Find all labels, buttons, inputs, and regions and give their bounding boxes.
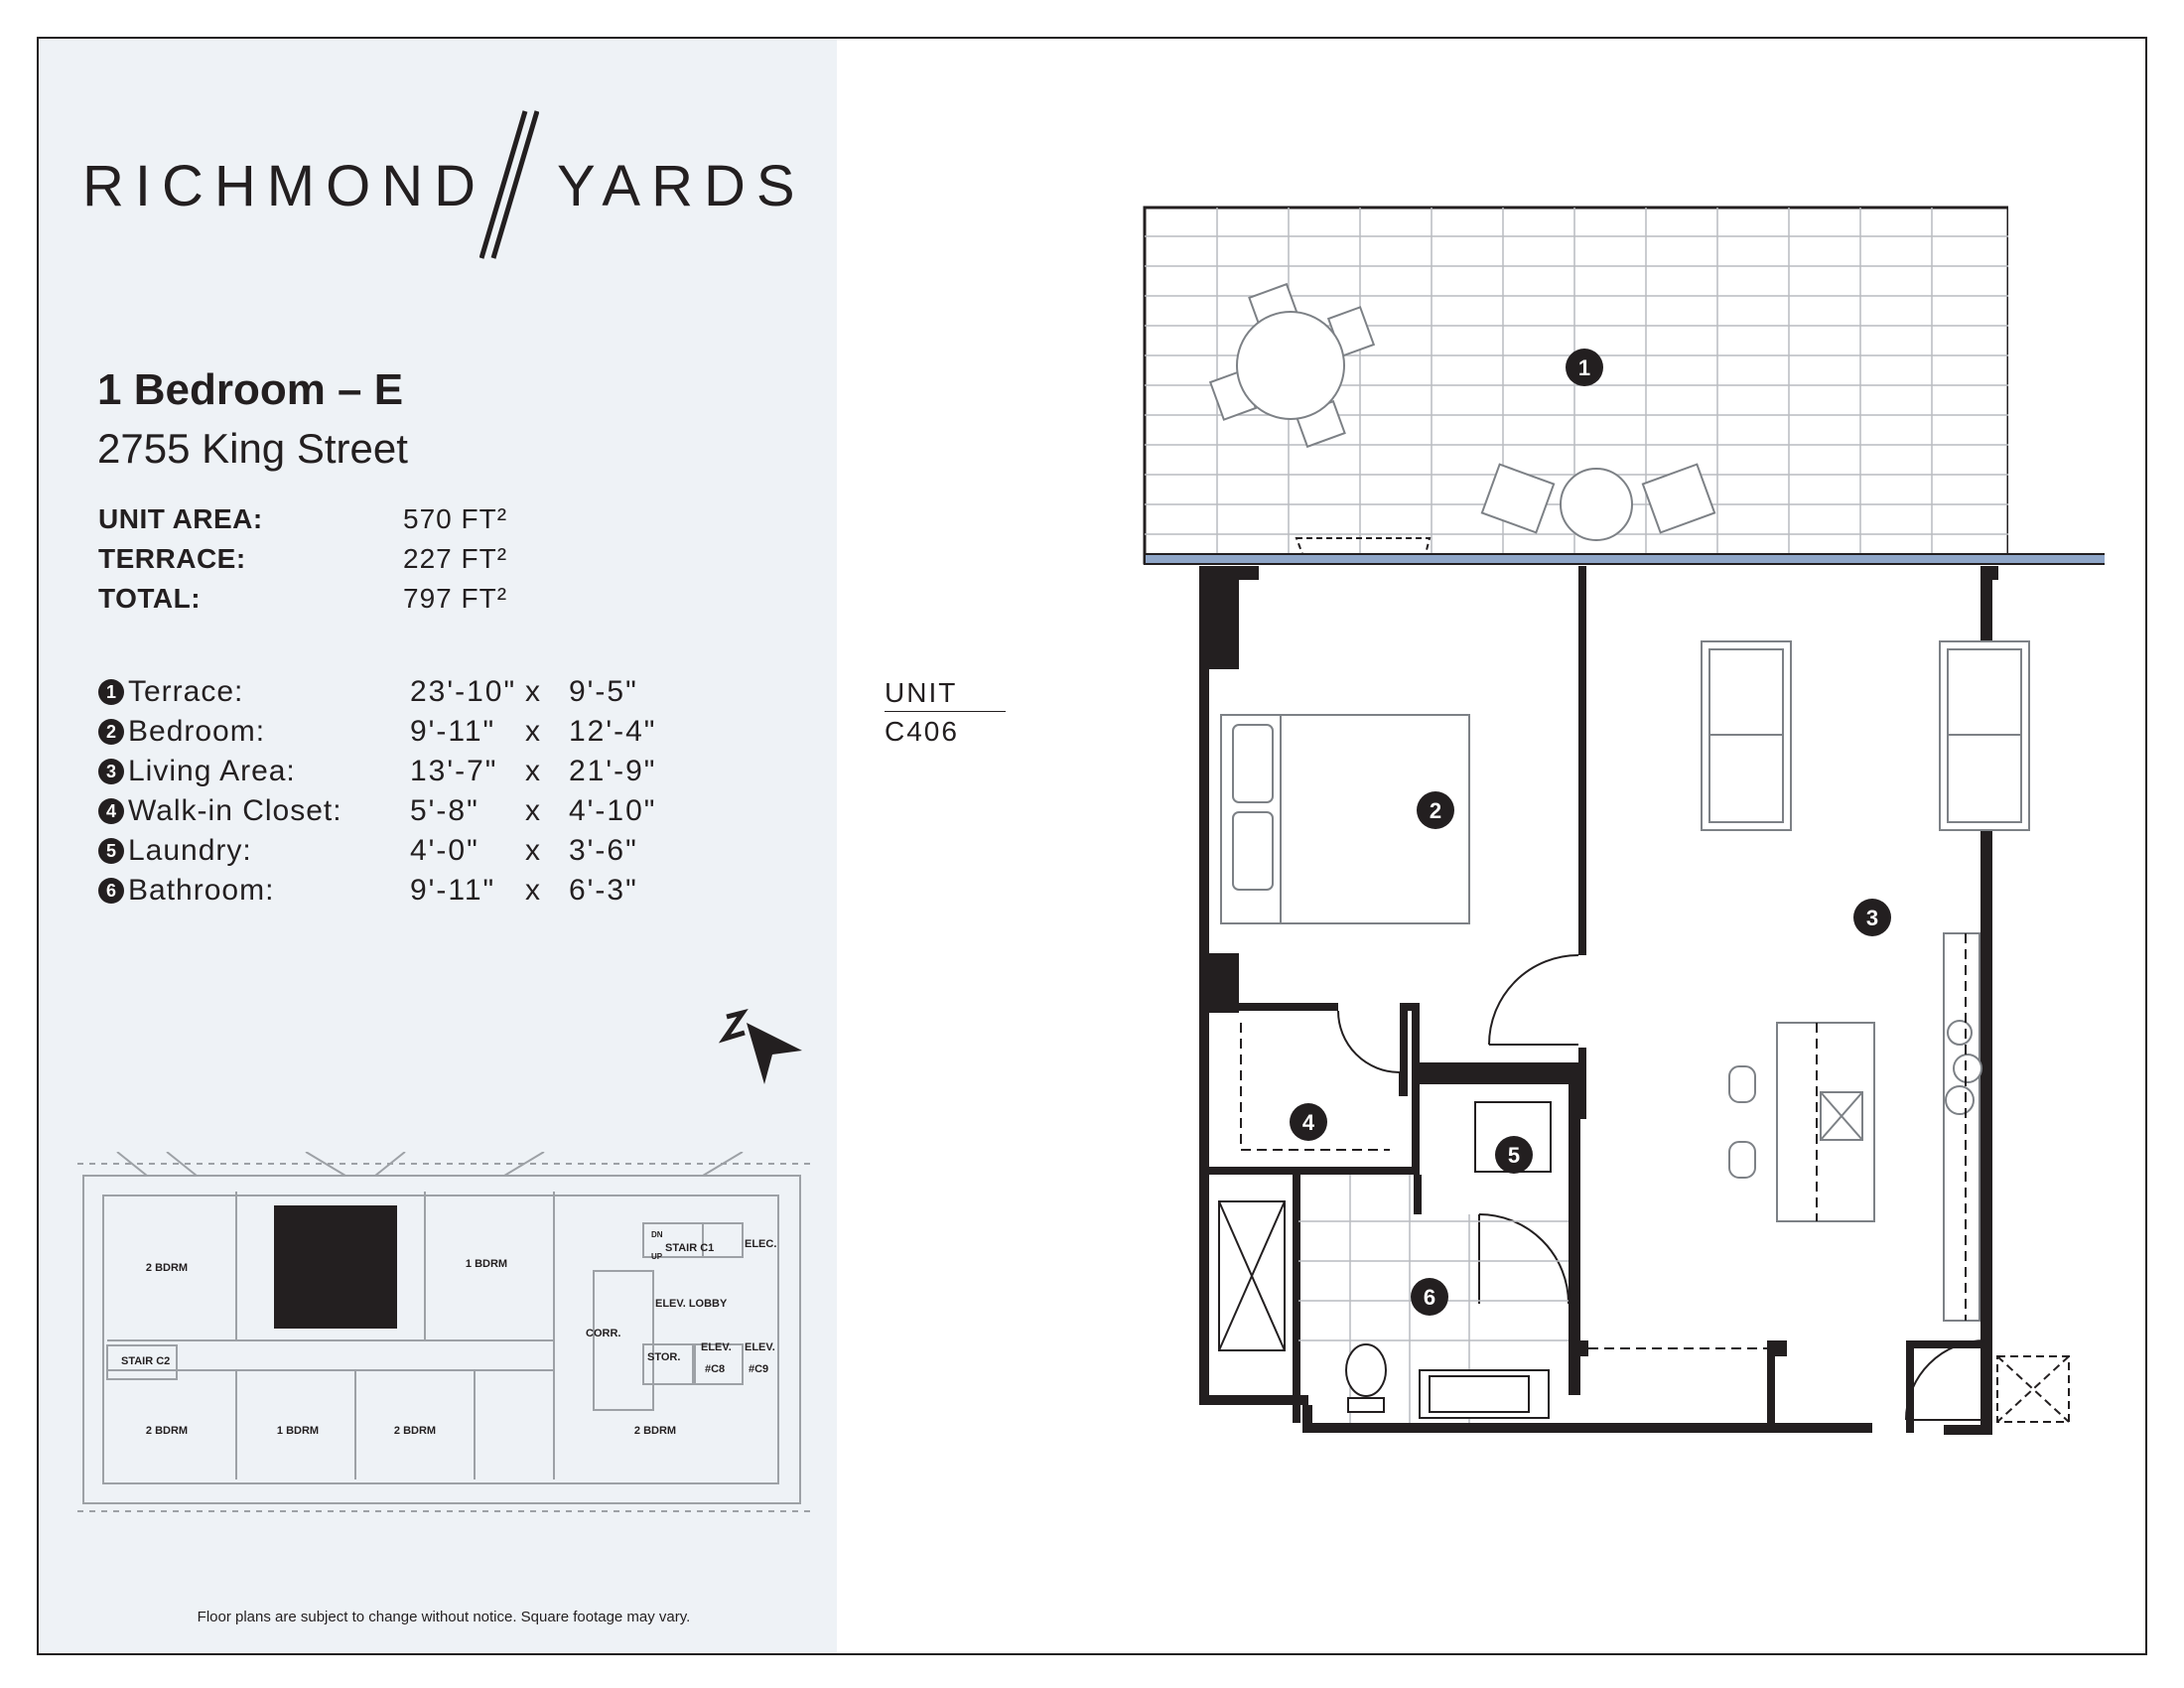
keyplan-unit-label: 2 BDRM [633, 1425, 677, 1437]
room-depth: 12'-4" [569, 715, 657, 748]
room-width: 13'-7" [410, 755, 498, 787]
keyplan-elev-c9: #C9 [749, 1363, 769, 1375]
area-value: 797 FT² [403, 583, 508, 614]
keyplan-unit-label: 2 BDRM [145, 1262, 189, 1274]
sofa [1702, 641, 2029, 830]
room-depth: 6'-3" [569, 874, 638, 907]
north-arrow-icon [715, 1003, 804, 1092]
disclaimer: Floor plans are subject to change without notice. Square footage may vary. [197, 1609, 691, 1625]
keyplan-dn: DN [651, 1230, 663, 1239]
keyplan-stor: STOR. [647, 1351, 681, 1363]
keyplan-elev-c8: #C8 [705, 1363, 726, 1375]
area-value: 570 FT² [403, 503, 508, 534]
room-times: x [525, 874, 540, 907]
unit-label: UNIT [885, 677, 1006, 712]
area-label: TOTAL: [98, 583, 202, 614]
bathroom-fixtures [1219, 1175, 1569, 1423]
room-name: Laundry: [128, 834, 252, 867]
room-times: x [525, 715, 540, 748]
keyplan-unit-label: 2 BDRM [393, 1425, 437, 1437]
room-depth: 9'-5" [569, 675, 638, 708]
room-name: Terrace: [128, 675, 244, 708]
room-depth: 21'-9" [569, 755, 657, 787]
keyplan-elev: ELEV. [701, 1341, 732, 1353]
entry-closet [1997, 1356, 2069, 1422]
room-width: 4'-0" [410, 834, 479, 867]
keyplan-elev-lobby: ELEV. LOBBY [655, 1298, 728, 1310]
keyplan-elec: ELEC. [745, 1238, 777, 1250]
logo-text-left: RICHMOND [82, 154, 486, 218]
floor-plan [1132, 199, 2105, 1479]
room-marker-3: 3 [1865, 906, 1879, 930]
keyplan-stair-c2: STAIR C2 [121, 1355, 171, 1367]
room-number-badge: 2 [98, 719, 124, 745]
keyplan-corr: CORR. [586, 1328, 621, 1339]
room-marker-6: 6 [1423, 1285, 1436, 1310]
room-marker-2: 2 [1429, 798, 1442, 823]
room-number-badge: 5 [98, 838, 124, 864]
room-number-badge: 6 [98, 878, 124, 904]
unit-title: 1 Bedroom – E [97, 365, 404, 414]
area-label: UNIT AREA: [98, 503, 263, 534]
room-marker-1: 1 [1577, 355, 1591, 380]
keyplan-up: UP [651, 1252, 663, 1261]
room-width: 9'-11" [410, 715, 496, 748]
room-width: 5'-8" [410, 794, 479, 827]
room-number-badge: 1 [98, 679, 124, 705]
room-name: Bedroom: [128, 715, 266, 748]
area-label: TERRACE: [98, 543, 246, 574]
room-marker-5: 5 [1507, 1143, 1521, 1168]
room-name: Walk-in Closet: [128, 794, 342, 827]
room-name: Bathroom: [128, 874, 275, 907]
keyplan-unit-label: 1 BDRM [465, 1258, 508, 1270]
walls [1199, 566, 1998, 1435]
room-name: Living Area: [128, 755, 296, 787]
room-times: x [525, 834, 540, 867]
room-times: x [525, 755, 540, 787]
logo-text-right: YARDS [557, 154, 806, 218]
richmond-yards-logo [82, 139, 806, 268]
room-times: x [525, 675, 540, 708]
room-width: 23'-10" [410, 675, 517, 708]
room-marker-4: 4 [1301, 1110, 1315, 1135]
room-depth: 3'-6" [569, 834, 638, 867]
room-times: x [525, 794, 540, 827]
room-number-badge: 4 [98, 798, 124, 824]
unit-location-highlight [274, 1205, 397, 1329]
kitchen-island [1729, 1023, 1874, 1221]
unit-id-block [885, 677, 1004, 748]
unit-number: C406 [885, 716, 959, 747]
room-width: 9'-11" [410, 874, 496, 907]
room-number-badge: 3 [98, 759, 124, 784]
logo-double-slash [479, 109, 539, 268]
keyplan-stair-c1: STAIR C1 [665, 1242, 715, 1254]
area-value: 227 FT² [403, 543, 508, 574]
keyplan-unit-label: 1 BDRM [276, 1425, 320, 1437]
keyplan-elev: ELEV. [745, 1341, 775, 1353]
keyplan-unit-label: 2 BDRM [145, 1425, 189, 1437]
key-plan [77, 1152, 812, 1519]
unit-address: 2755 King Street [97, 425, 408, 472]
kitchen-counter [1944, 933, 1981, 1321]
terrace [1145, 205, 2105, 566]
room-depth: 4'-10" [569, 794, 657, 827]
